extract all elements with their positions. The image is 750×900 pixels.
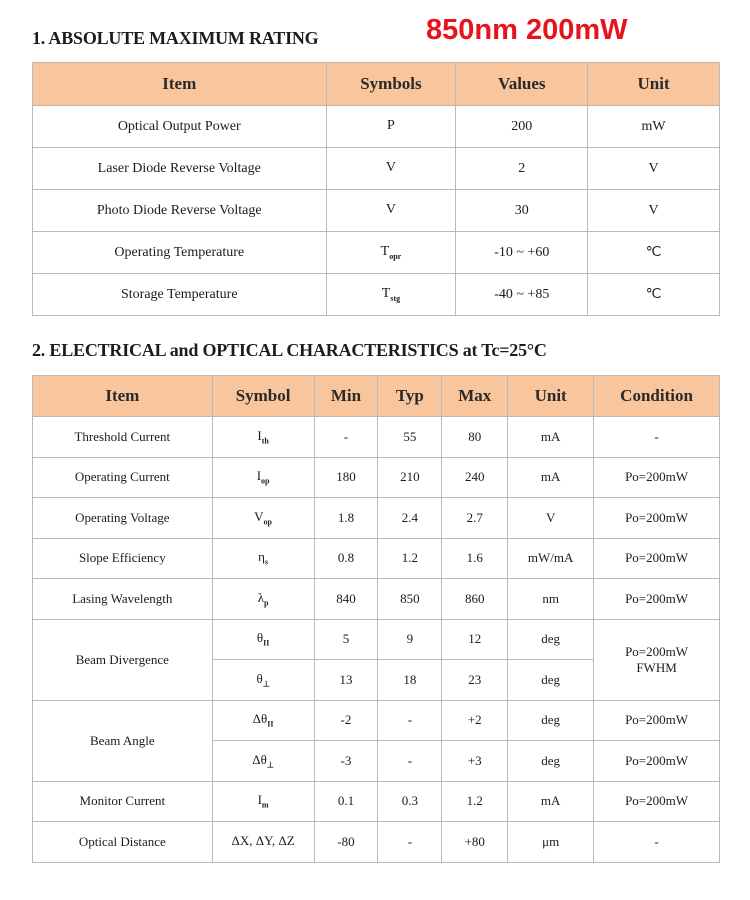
symbol-subscript: ⊥ [262,679,270,689]
symbol-text: I [257,427,262,443]
symbol-cell [212,498,314,539]
symbol-cell [212,417,314,458]
item-cell: Beam Divergence [33,619,213,700]
symbol-text: I [257,792,262,808]
symbol-cell [212,538,314,579]
header-max: Max [442,376,508,417]
min-cell: 13 [314,660,378,701]
table-row [33,106,720,148]
symbol-text: η [258,549,265,565]
condition-cell: Po=200mW [594,538,720,579]
max-cell: +3 [442,741,508,782]
header-unit: Unit [588,63,720,106]
max-cell: +2 [442,700,508,741]
symbol-subscript: II [267,720,274,730]
typ-cell: 0.3 [378,781,442,822]
item-cell: Threshold Current [33,417,213,458]
unit-cell: nm [508,579,594,620]
condition-cell: Po=200mW [594,579,720,620]
typ-cell: - [378,741,442,782]
condition-cell: - [594,822,720,863]
header-condition: Condition [594,376,720,417]
header-item: Item [33,376,213,417]
min-cell: 180 [314,457,378,498]
product-headline: 850nm 200mW [426,14,628,46]
item-cell: Operating Current [33,457,213,498]
table-row [33,457,720,498]
item-cell: Lasing Wavelength [33,579,213,620]
condition-cell [594,619,720,700]
table-row [33,619,720,660]
header-symbol: Symbol [212,376,314,417]
header-unit: Unit [508,376,594,417]
symbol-cell [326,190,456,232]
item-cell: Operating Temperature [33,232,327,274]
item-cell: Photo Diode Reverse Voltage [33,190,327,232]
value-cell: 30 [456,190,588,232]
symbol-cell [212,741,314,782]
symbol-text: T [380,244,390,260]
symbol-cell [212,700,314,741]
max-cell: +80 [442,822,508,863]
symbol-subscript: stg [390,293,401,303]
condition-cell: Po=200mW [594,781,720,822]
table-row [33,148,720,190]
unit-cell: deg [508,660,594,701]
typ-cell: 1.2 [378,538,442,579]
condition-line: Po=200mW [625,643,689,659]
unit-cell: mW/mA [508,538,594,579]
unit-cell: ℃ [588,232,720,274]
max-cell: 240 [442,457,508,498]
table-row [33,417,720,458]
symbol-subscript: II [263,639,270,649]
symbol-text: V [385,202,396,218]
value-cell: 2 [456,148,588,190]
header-min: Min [314,376,378,417]
symbol-text: θ [256,670,263,686]
symbol-cell [212,619,314,660]
condition-line: FWHM [636,659,677,675]
typ-cell: 2.4 [378,498,442,539]
item-cell: Monitor Current [33,781,213,822]
symbol-text: θ [256,630,264,646]
max-cell: 2.7 [442,498,508,539]
symbol-subscript: opr [389,251,402,261]
symbol-cell [212,822,314,863]
symbol-subscript: p [264,598,269,608]
item-cell: Operating Voltage [33,498,213,539]
min-cell: 5 [314,619,378,660]
unit-cell: μm [508,822,594,863]
table-header-row [33,63,720,106]
typ-cell: - [378,822,442,863]
symbol-cell [212,457,314,498]
unit-cell: ℃ [588,274,720,316]
unit-cell: mA [508,457,594,498]
max-cell: 860 [442,579,508,620]
symbol-cell [326,106,456,148]
item-cell: Slope Efficiency [33,538,213,579]
symbol-text: Δθ [252,751,267,767]
table-row [33,190,720,232]
min-cell: 1.8 [314,498,378,539]
condition-cell: - [594,417,720,458]
table-row [33,232,720,274]
max-cell: 1.6 [442,538,508,579]
min-cell: -80 [314,822,378,863]
table-row [33,538,720,579]
unit-cell: deg [508,700,594,741]
typ-cell: - [378,700,442,741]
min-cell: -3 [314,741,378,782]
symbol-cell [212,579,314,620]
symbol-subscript: m [261,801,269,811]
item-cell: Laser Diode Reverse Voltage [33,148,327,190]
typ-cell: 9 [378,619,442,660]
symbol-text: V [385,160,396,176]
table-row [33,700,720,741]
unit-cell: deg [508,619,594,660]
min-cell: 0.1 [314,781,378,822]
header-typ: Typ [378,376,442,417]
header-symbols: Symbols [326,63,456,106]
table-row [33,822,720,863]
typ-cell: 210 [378,457,442,498]
unit-cell: V [588,190,720,232]
symbol-text: λ [257,589,265,605]
item-cell: Optical Output Power [33,106,327,148]
max-cell: 1.2 [442,781,508,822]
min-cell: - [314,417,378,458]
min-cell: 0.8 [314,538,378,579]
min-cell: -2 [314,700,378,741]
symbol-text: V [254,508,264,524]
value-cell: -40 ~ +85 [456,274,588,316]
symbol-cell [212,781,314,822]
absolute-max-rating-table [32,62,720,316]
header-item: Item [33,63,327,106]
section-title-electrical-optical: 2. ELECTRICAL and OPTICAL CHARACTERISTICS at Tc=25°C [32,340,547,360]
value-cell: 200 [456,106,588,148]
symbol-cell [326,232,456,274]
section-title-absolute-max: 1. ABSOLUTE MAXIMUM RATING [32,28,319,48]
min-cell: 840 [314,579,378,620]
symbol-subscript: s [264,558,269,568]
typ-cell: 55 [378,417,442,458]
table-row [33,274,720,316]
table-header-row [33,376,720,417]
unit-cell: V [508,498,594,539]
unit-cell: deg [508,741,594,782]
max-cell: 80 [442,417,508,458]
condition-cell: Po=200mW [594,457,720,498]
max-cell: 12 [442,619,508,660]
symbol-text: I [256,468,262,484]
symbol-text: P [387,118,395,134]
item-cell: Beam Angle [33,700,213,781]
symbol-subscript: th [261,436,269,446]
item-cell: Storage Temperature [33,274,327,316]
electrical-optical-table [32,375,720,863]
symbol-subscript: op [263,517,272,527]
typ-cell: 18 [378,660,442,701]
unit-cell: mW [588,106,720,148]
symbol-subscript: ⊥ [266,760,274,770]
unit-cell: mA [508,781,594,822]
table-row [33,498,720,539]
value-cell: -10 ~ +60 [456,232,588,274]
symbol-text: T [381,286,391,302]
symbol-text: ΔX, ΔY, ΔZ [231,832,295,848]
condition-cell: Po=200mW [594,700,720,741]
unit-cell: V [588,148,720,190]
symbol-cell [212,660,314,701]
table-row [33,781,720,822]
condition-cell: Po=200mW [594,741,720,782]
symbol-text: Δθ [252,711,268,727]
max-cell: 23 [442,660,508,701]
symbol-subscript: op [261,477,270,487]
item-cell: Optical Distance [33,822,213,863]
symbol-cell [326,148,456,190]
unit-cell: mA [508,417,594,458]
header-values: Values [456,63,588,106]
typ-cell: 850 [378,579,442,620]
symbol-cell [326,274,456,316]
table-row [33,579,720,620]
condition-cell: Po=200mW [594,498,720,539]
